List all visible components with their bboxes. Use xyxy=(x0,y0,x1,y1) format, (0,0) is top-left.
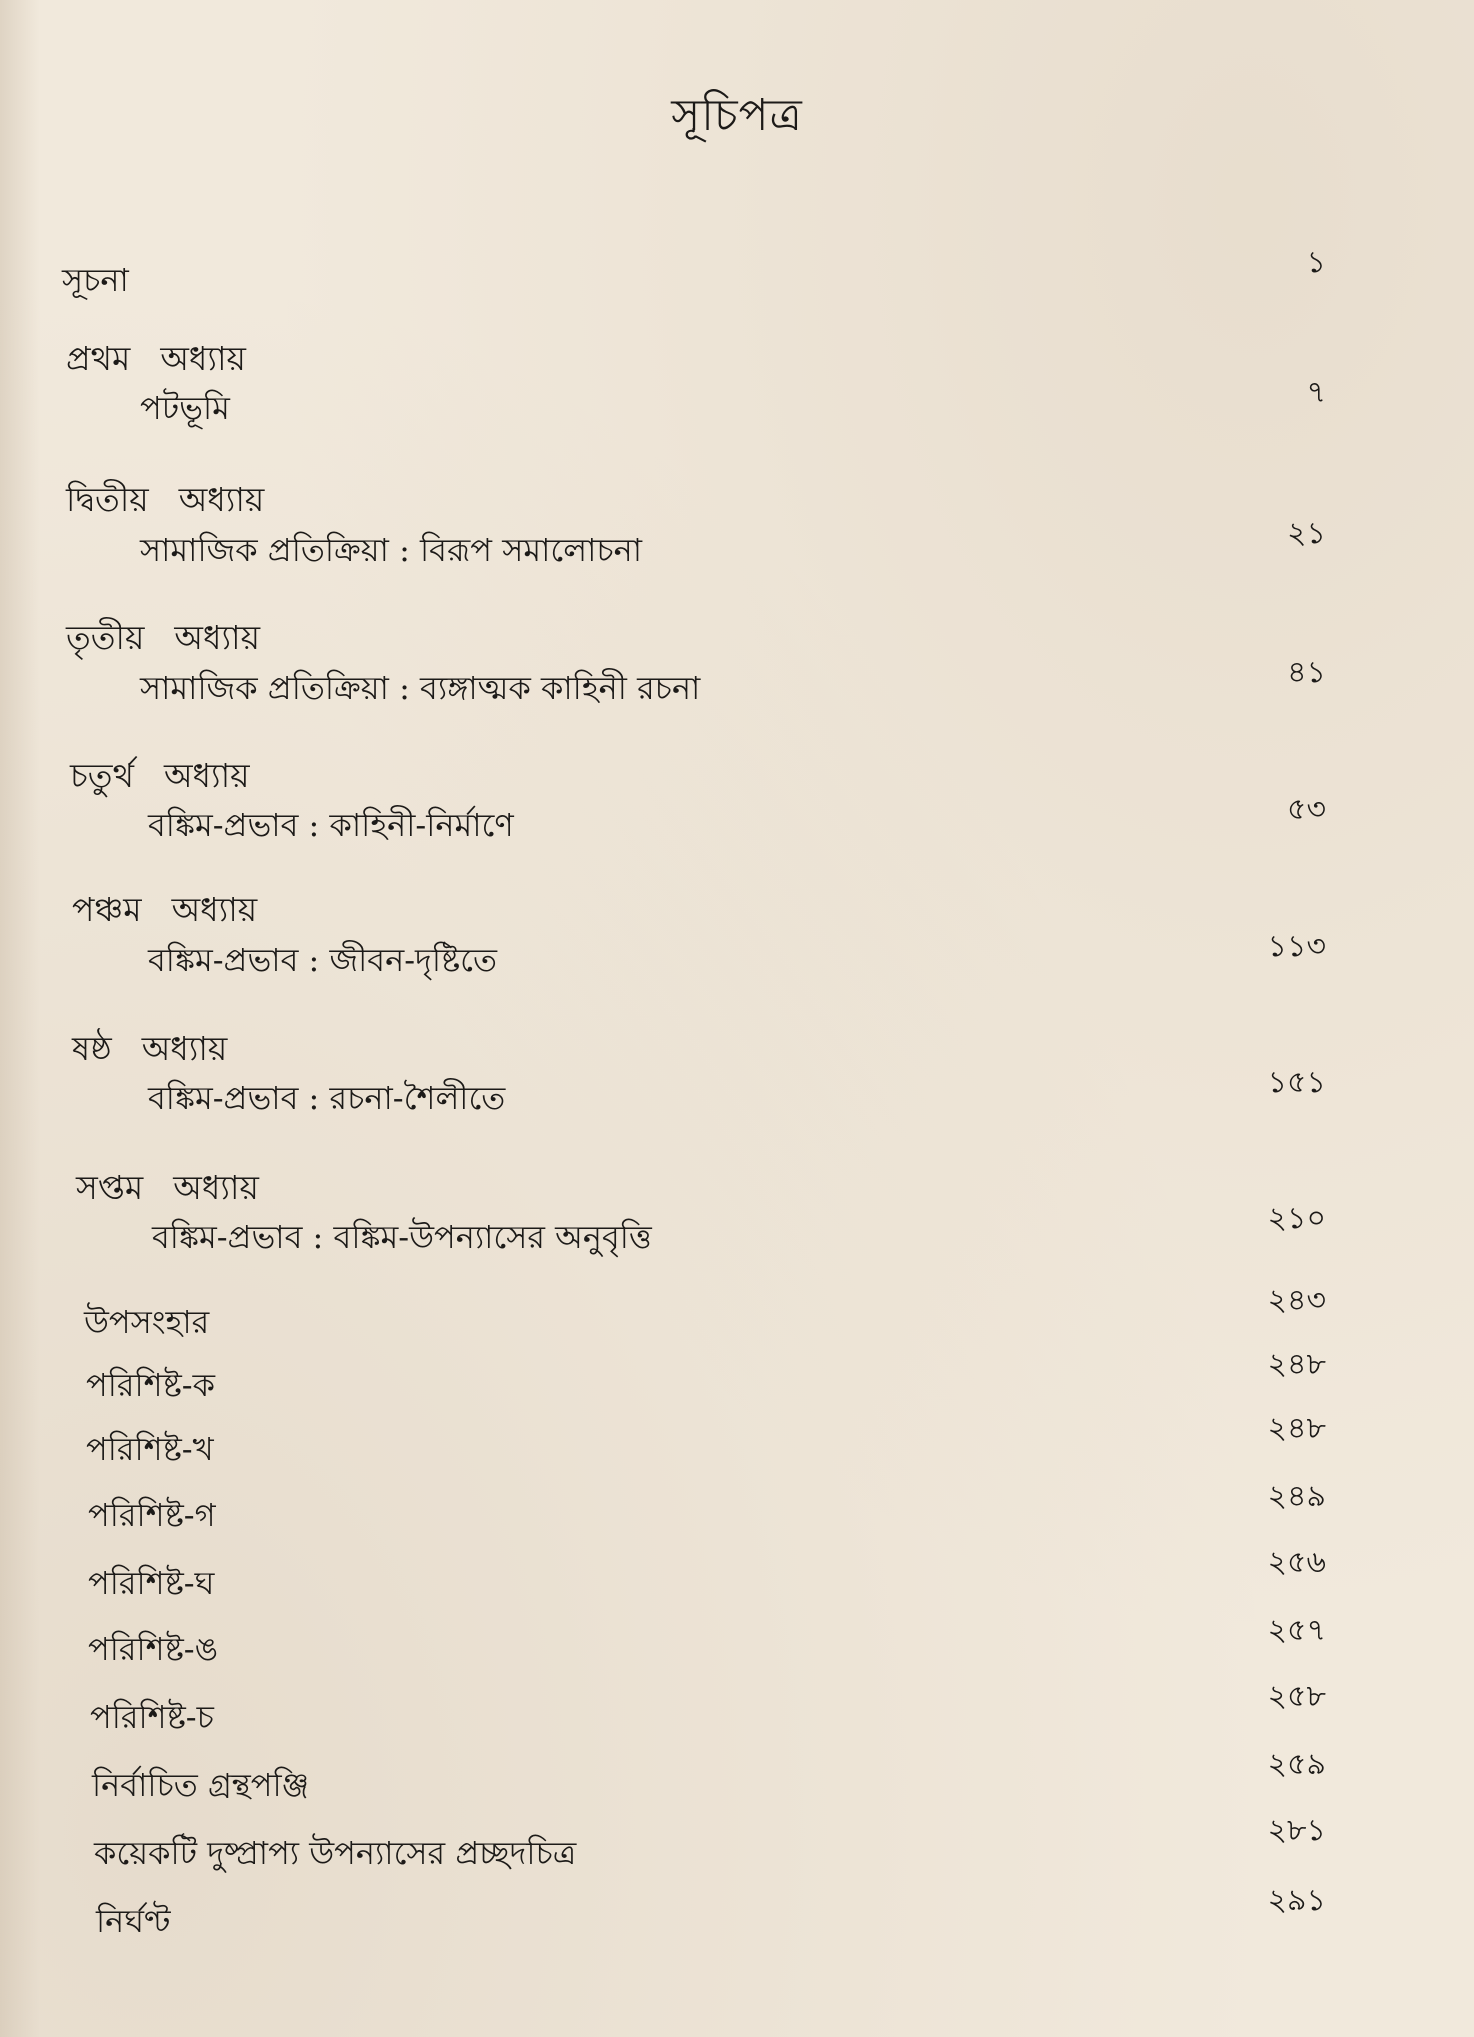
chapter-heading xyxy=(70,750,250,806)
toc-page-number: ৪১ xyxy=(1287,655,1326,690)
toc-entry-label[interactable]: নির্ঘণ্ট xyxy=(96,1902,171,1940)
chapter-ordinal: চতুর্থ xyxy=(70,756,134,795)
chapter-word: অধ্যায় xyxy=(163,756,250,795)
toc-entry-label[interactable]: বঙ্কিম-প্রভাব : জীবন-দৃষ্টিতে xyxy=(148,941,498,979)
chapter-word: অধ্যায় xyxy=(178,480,265,519)
chapter-ordinal: সপ্তম xyxy=(76,1168,144,1207)
chapter-word: অধ্যায় xyxy=(171,890,258,929)
toc-entry-label[interactable]: পরিশিষ্ট-ঘ xyxy=(88,1564,215,1602)
toc-page-number: ২৯১ xyxy=(1267,1883,1326,1918)
toc-page-number: ২৪৯ xyxy=(1267,1479,1326,1514)
toc-page-number: ২৫৮ xyxy=(1267,1679,1326,1714)
chapter-heading xyxy=(66,474,264,530)
toc-page-number: ২৫৬ xyxy=(1267,1545,1326,1580)
toc-page-number: ১৫১ xyxy=(1267,1065,1326,1100)
toc-entry-label[interactable]: পরিশিষ্ট-ক xyxy=(86,1366,215,1404)
toc-page-number: ৫৩ xyxy=(1287,792,1326,827)
toc-page-number: ১ xyxy=(1306,245,1326,280)
chapter-word: অধ্যায় xyxy=(174,618,261,657)
chapter-heading xyxy=(72,884,257,940)
toc-entry-label[interactable]: নির্বাচিত গ্রন্থপঞ্জি xyxy=(92,1766,310,1804)
toc-page-number: ২৮১ xyxy=(1267,1813,1326,1848)
toc-entry-label[interactable]: উপসংহার xyxy=(84,1303,210,1341)
toc-entry-label[interactable]: বঙ্কিম-প্রভাব : বঙ্কিম-উপন্যাসের অনুবৃত্তি xyxy=(152,1218,652,1256)
toc-page-number: ২৪৮ xyxy=(1267,1347,1326,1382)
toc-entry-label[interactable]: সামাজিক প্রতিক্রিয়া : ব্যঙ্গাত্মক কাহিনী রচনা xyxy=(140,669,701,707)
chapter-heading xyxy=(76,1162,259,1218)
toc-page-number: ২৪৩ xyxy=(1267,1283,1326,1318)
chapter-ordinal: প্রথম xyxy=(66,339,131,378)
chapter-ordinal: দ্বিতীয় xyxy=(66,480,149,519)
toc-entry-label[interactable]: সূচনা xyxy=(62,261,129,299)
chapter-word: অধ্যায় xyxy=(173,1168,259,1207)
toc-entry-label[interactable]: পরিশিষ্ট-ঙ xyxy=(88,1630,219,1668)
chapter-ordinal: তৃতীয় xyxy=(66,618,145,657)
toc-entry-label[interactable]: পরিশিষ্ট-গ xyxy=(88,1496,216,1534)
toc-entry-label[interactable]: কয়েকটি দুষ্প্রাপ্য উপন্যাসের প্রচ্ছদচিত্র xyxy=(94,1834,577,1872)
chapter-heading xyxy=(66,333,246,389)
toc-entry-label[interactable]: পটভূমি xyxy=(140,389,230,427)
toc-entry-label[interactable]: পরিশিষ্ট-চ xyxy=(90,1698,214,1736)
chapter-word: অধ্যায় xyxy=(141,1029,228,1068)
chapter-heading xyxy=(66,612,260,668)
toc-page-number: ২৪৮ xyxy=(1267,1411,1326,1446)
toc-entry-label[interactable]: বঙ্কিম-প্রভাব : রচনা-শৈলীতে xyxy=(148,1079,506,1117)
toc-page-number: ২১ xyxy=(1287,516,1326,551)
toc-entry-label[interactable]: সামাজিক প্রতিক্রিয়া : বিরূপ সমালোচনা xyxy=(140,531,643,569)
toc-page-number: ২১০ xyxy=(1267,1201,1326,1236)
chapter-ordinal: ষষ্ঠ xyxy=(72,1029,112,1068)
toc-entry-label[interactable]: বঙ্কিম-প্রভাব : কাহিনী-নির্মাণে xyxy=(148,806,514,844)
toc-page-number: ১১৩ xyxy=(1267,929,1326,964)
toc-entry-label[interactable]: পরিশিষ্ট-খ xyxy=(86,1430,214,1468)
chapter-word: অধ্যায় xyxy=(160,339,246,378)
chapter-heading xyxy=(72,1023,227,1079)
toc-page-number: ২৫৭ xyxy=(1267,1613,1326,1648)
toc-page-number: ৭ xyxy=(1306,375,1326,410)
page-title: সূচিপত্র xyxy=(671,90,803,141)
chapter-ordinal: পঞ্চম xyxy=(72,890,142,929)
toc-page-number: ২৫৯ xyxy=(1267,1747,1326,1782)
